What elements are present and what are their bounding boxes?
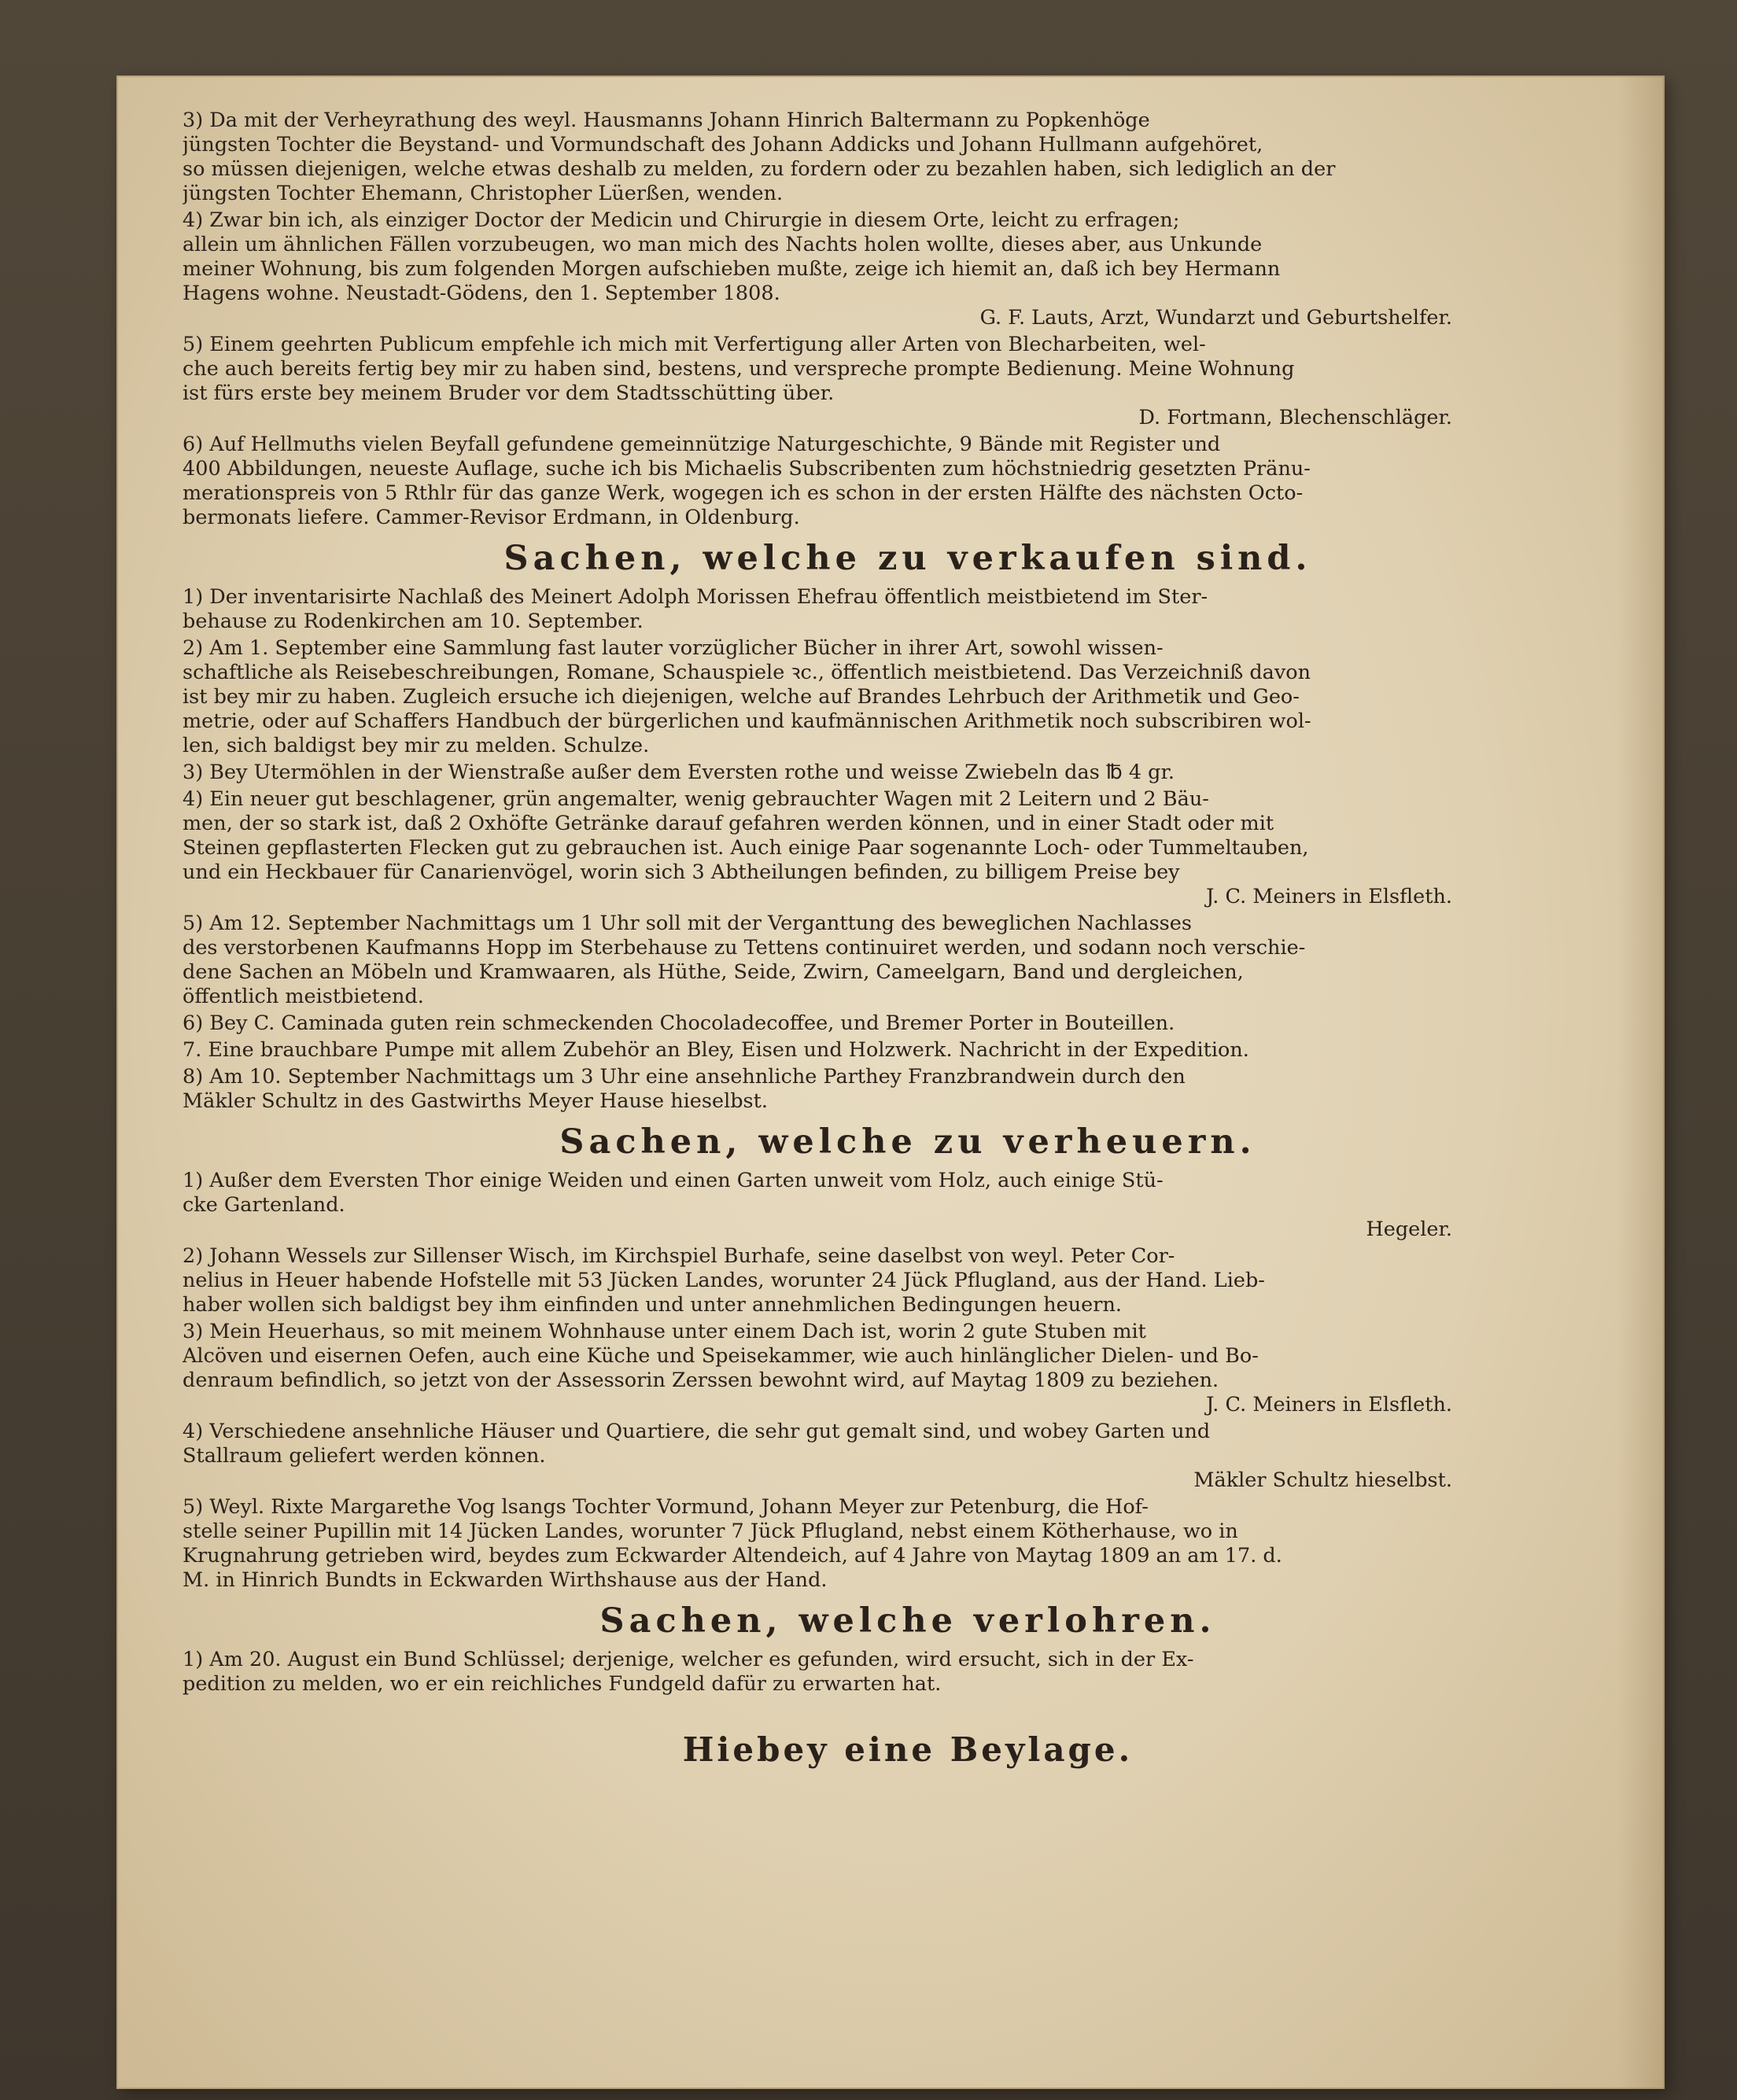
notice-signature: D. Fortmann, Blechenschläger. xyxy=(1138,406,1452,429)
notice-item xyxy=(183,1244,1633,1317)
text-line: Krugnahrung getrieben wird, beydes zum Eckwarder Altendeich, auf 4 Jahre von Maytag 1809 an am 17. d. xyxy=(183,1544,1282,1568)
lost-items-section xyxy=(183,1648,1633,1697)
section-heading-rent: Sachen, welche zu verheuern. xyxy=(559,1122,1256,1162)
text-line: men, der so stark ist, daß 2 Oxhöfte Getränke darauf gefahren werden können, und in einer Stadt oder mit xyxy=(183,812,1274,835)
text-line: cke Gartenland. xyxy=(183,1193,345,1217)
text-line: 1) Der inventarisirte Nachlaß des Meinert Adolph Morissen Ehefrau öffentlich meistbietend im Ster- xyxy=(183,585,1208,609)
notice-item xyxy=(183,1065,1633,1114)
notice-item xyxy=(183,433,1633,530)
text-line: 6) Auf Hellmuths vielen Beyfall gefundene gemeinnützige Naturgeschichte, 9 Bände mit Register und xyxy=(183,433,1221,456)
text-line: 3) Bey Utermöhlen in der Wienstraße außer dem Eversten rothe und weisse Zwiebeln das ℔ 4 gr. xyxy=(183,761,1175,784)
notice-signature: Mäkler Schultz hieselbst. xyxy=(1193,1468,1452,1492)
notice-item xyxy=(183,1648,1633,1697)
items-for-sale-section xyxy=(183,585,1633,1114)
page-content xyxy=(183,109,1633,1770)
notice-item xyxy=(183,1169,1633,1242)
text-line: behause zu Rodenkirchen am 10. September. xyxy=(183,610,644,633)
text-line: Mäkler Schultz in des Gastwirths Meyer Hause hieselbst. xyxy=(183,1089,768,1113)
text-line: M. in Hinrich Bundts in Eckwarden Wirthshause aus der Hand. xyxy=(183,1568,828,1592)
text-line: ist fürs erste bey meinem Bruder vor dem Stadtsschütting über. xyxy=(183,381,835,405)
notice-item xyxy=(183,912,1633,1009)
text-line: metrie, oder auf Schaffers Handbuch der bürgerlichen und kaufmännischen Arithmetik noch subscribiren wol- xyxy=(183,709,1311,733)
notice-item xyxy=(183,1038,1633,1063)
text-line: 1) Am 20. August ein Bund Schlüssel; derjenige, welcher es gefunden, wird ersucht, sich in der Ex- xyxy=(183,1648,1194,1671)
text-line: 3) Mein Heuerhaus, so mit meinem Wohnhause unter einem Dach ist, worin 2 gute Stuben mit xyxy=(183,1320,1146,1343)
text-line: Steinen gepflasterten Flecken gut zu gebrauchen ist. Auch einige Paar sogenannte Loch- oder Tummeltauben, xyxy=(183,836,1309,860)
notice-item xyxy=(183,787,1633,909)
notice-signature: J. C. Meiners in Elsfleth. xyxy=(1206,885,1452,908)
notice-signature: Hegeler. xyxy=(1366,1218,1452,1241)
text-line: merationspreis von 5 Rthlr für das ganze Werk, wogegen ich es schon in der ersten Hälfte des nächsten Octo- xyxy=(183,481,1304,505)
text-line: 8) Am 10. September Nachmittags um 3 Uhr eine ansehnliche Parthey Franzbrandwein durch den xyxy=(183,1065,1186,1089)
text-line: jüngsten Tochter die Beystand- und Vormundschaft des Johann Addicks und Johann Hullmann aufgehöret, xyxy=(183,133,1263,157)
text-line: 400 Abbildungen, neueste Auflage, suche ich bis Michaelis Subscribenten zum höchstniedrig gesetzten Pränu- xyxy=(183,457,1311,481)
text-line: 2) Johann Wessels zur Sillenser Wisch, im Kirchspiel Burhafe, seine daselbst von weyl. Peter Cor- xyxy=(183,1244,1175,1268)
notice-item xyxy=(183,1011,1633,1036)
notice-item xyxy=(183,1420,1633,1493)
text-line: schaftliche als Reisebeschreibungen, Romane, Schauspiele ꝛc., öffentlich meistbietend. Das Verzeichniß davon xyxy=(183,661,1311,684)
text-line: so müssen diejenigen, welche etwas deshalb zu melden, zu fordern oder zu bezahlen haben, sich lediglich an der xyxy=(183,157,1336,181)
notice-item xyxy=(183,1320,1633,1417)
text-line: haber wollen sich baldigst bey ihm einfinden und unter annehmlichen Bedingungen heuern. xyxy=(183,1293,1122,1317)
text-line: 4) Ein neuer gut beschlagener, grün angemalter, wenig gebrauchter Wagen mit 2 Leitern und 2 Bäu- xyxy=(183,787,1209,811)
notice-item xyxy=(183,109,1633,206)
text-line: Hagens wohne. Neustadt-Gödens, den 1. September 1808. xyxy=(183,282,780,305)
text-line: 2) Am 1. September eine Sammlung fast lauter vorzüglicher Bücher in ihrer Art, sowohl wissen- xyxy=(183,636,1164,660)
text-line: jüngsten Tochter Ehemann, Christopher Lüerßen, wenden. xyxy=(183,182,784,205)
section-heading-lost: Sachen, welche verlohren. xyxy=(599,1601,1216,1641)
text-line: allein um ähnlichen Fällen vorzubeugen, wo man mich des Nachts holen wollte, dieses aber, aus Unkunde xyxy=(183,233,1263,256)
section-heading-sale: Sachen, welche zu verkaufen sind. xyxy=(503,539,1312,578)
text-line: und ein Heckbauer für Canarienvögel, worin sich 3 Abtheilungen befinden, zu billigem Preise bey xyxy=(183,860,1180,884)
notice-item xyxy=(183,761,1633,785)
notice-item xyxy=(183,636,1633,758)
text-line: 5) Weyl. Rixte Margarethe Vog lsangs Tochter Vormund, Johann Meyer zur Petenburg, die Hof- xyxy=(183,1495,1149,1519)
text-line: 4) Zwar bin ich, als einziger Doctor der Medicin und Chirurgie in diesem Orte, leicht zu erfragen; xyxy=(183,208,1180,232)
text-line: denraum befindlich, so jetzt von der Assessorin Zerssen bewohnt wird, auf Maytag 1809 zu beziehen. xyxy=(183,1369,1219,1392)
text-line: 3) Da mit der Verheyrathung des weyl. Hausmanns Johann Hinrich Baltermann zu Popkenhöge xyxy=(183,109,1150,132)
notice-signature: G. F. Lauts, Arzt, Wundarzt und Geburtshelfer. xyxy=(979,306,1452,330)
notice-item xyxy=(183,1495,1633,1593)
notice-signature: J. C. Meiners in Elsfleth. xyxy=(1206,1393,1452,1417)
text-line: 4) Verschiedene ansehnliche Häuser und Quartiere, die sehr gut gemalt sind, und wobey Garten und xyxy=(183,1420,1211,1443)
text-line: 1) Außer dem Eversten Thor einige Weiden und einen Garten unweit vom Holz, auch einige Stü- xyxy=(183,1169,1164,1192)
text-line: öffentlich meistbietend. xyxy=(183,985,424,1008)
notice-item xyxy=(183,585,1633,634)
text-line: len, sich baldigst bey mir zu melden. Schulze. xyxy=(183,734,650,757)
supplement-notice: Hiebey eine Beylage. xyxy=(682,1730,1134,1769)
text-line: Stallraum geliefert werden können. xyxy=(183,1444,546,1468)
notices-section xyxy=(183,109,1633,530)
text-line: bermonats liefere. Cammer-Revisor Erdmann, in Oldenburg. xyxy=(183,506,800,529)
text-line: meiner Wohnung, bis zum folgenden Morgen aufschieben mußte, zeige ich hiemit an, daß ich bey Hermann xyxy=(183,257,1281,281)
items-for-rent-section xyxy=(183,1169,1633,1593)
text-line: che auch bereits fertig bey mir zu haben sind, bestens, und verspreche prompte Bedienung. Meine Wohnung xyxy=(183,357,1295,381)
notice-item xyxy=(183,208,1633,330)
text-line: nelius in Heuer habende Hofstelle mit 53 Jücken Landes, worunter 24 Jück Pflugland, aus der Hand. Lieb- xyxy=(183,1269,1265,1292)
text-line: 5) Am 12. September Nachmittags um 1 Uhr soll mit der Verganttung des beweglichen Nachlasses xyxy=(183,912,1192,935)
text-line: pedition zu melden, wo er ein reichliches Fundgeld dafür zu erwarten hat. xyxy=(183,1672,942,1696)
text-line: 7. Eine brauchbare Pumpe mit allem Zubehör an Bley, Eisen und Holzwerk. Nachricht in der Expedition. xyxy=(183,1038,1249,1062)
text-line: Alcöven und eisernen Oefen, auch eine Küche und Speisekammer, wie auch hinlänglicher Dielen- und Bo- xyxy=(183,1344,1259,1368)
text-line: 5) Einem geehrten Publicum empfehle ich mich mit Verfertigung aller Arten von Blecharbeiten, wel- xyxy=(183,333,1206,356)
text-line: ist bey mir zu haben. Zugleich ersuche ich diejenigen, welche auf Brandes Lehrbuch der Arithmetik und Geo- xyxy=(183,685,1300,709)
text-line: dene Sachen an Möbeln und Kramwaaren, als Hüthe, Seide, Zwirn, Cameelgarn, Band und dergleichen, xyxy=(183,960,1244,984)
text-line: stelle seiner Pupillin mit 14 Jücken Landes, worunter 7 Jück Pflugland, nebst einem Kötherhause, wo in xyxy=(183,1520,1238,1543)
text-line: 6) Bey C. Caminada guten rein schmeckenden Chocoladecoffee, und Bremer Porter in Bouteillen. xyxy=(183,1011,1175,1035)
notice-item xyxy=(183,333,1633,430)
text-line: des verstorbenen Kaufmanns Hopp im Sterbehause zu Tettens continuiret werden, und sodann noch verschie- xyxy=(183,936,1306,960)
